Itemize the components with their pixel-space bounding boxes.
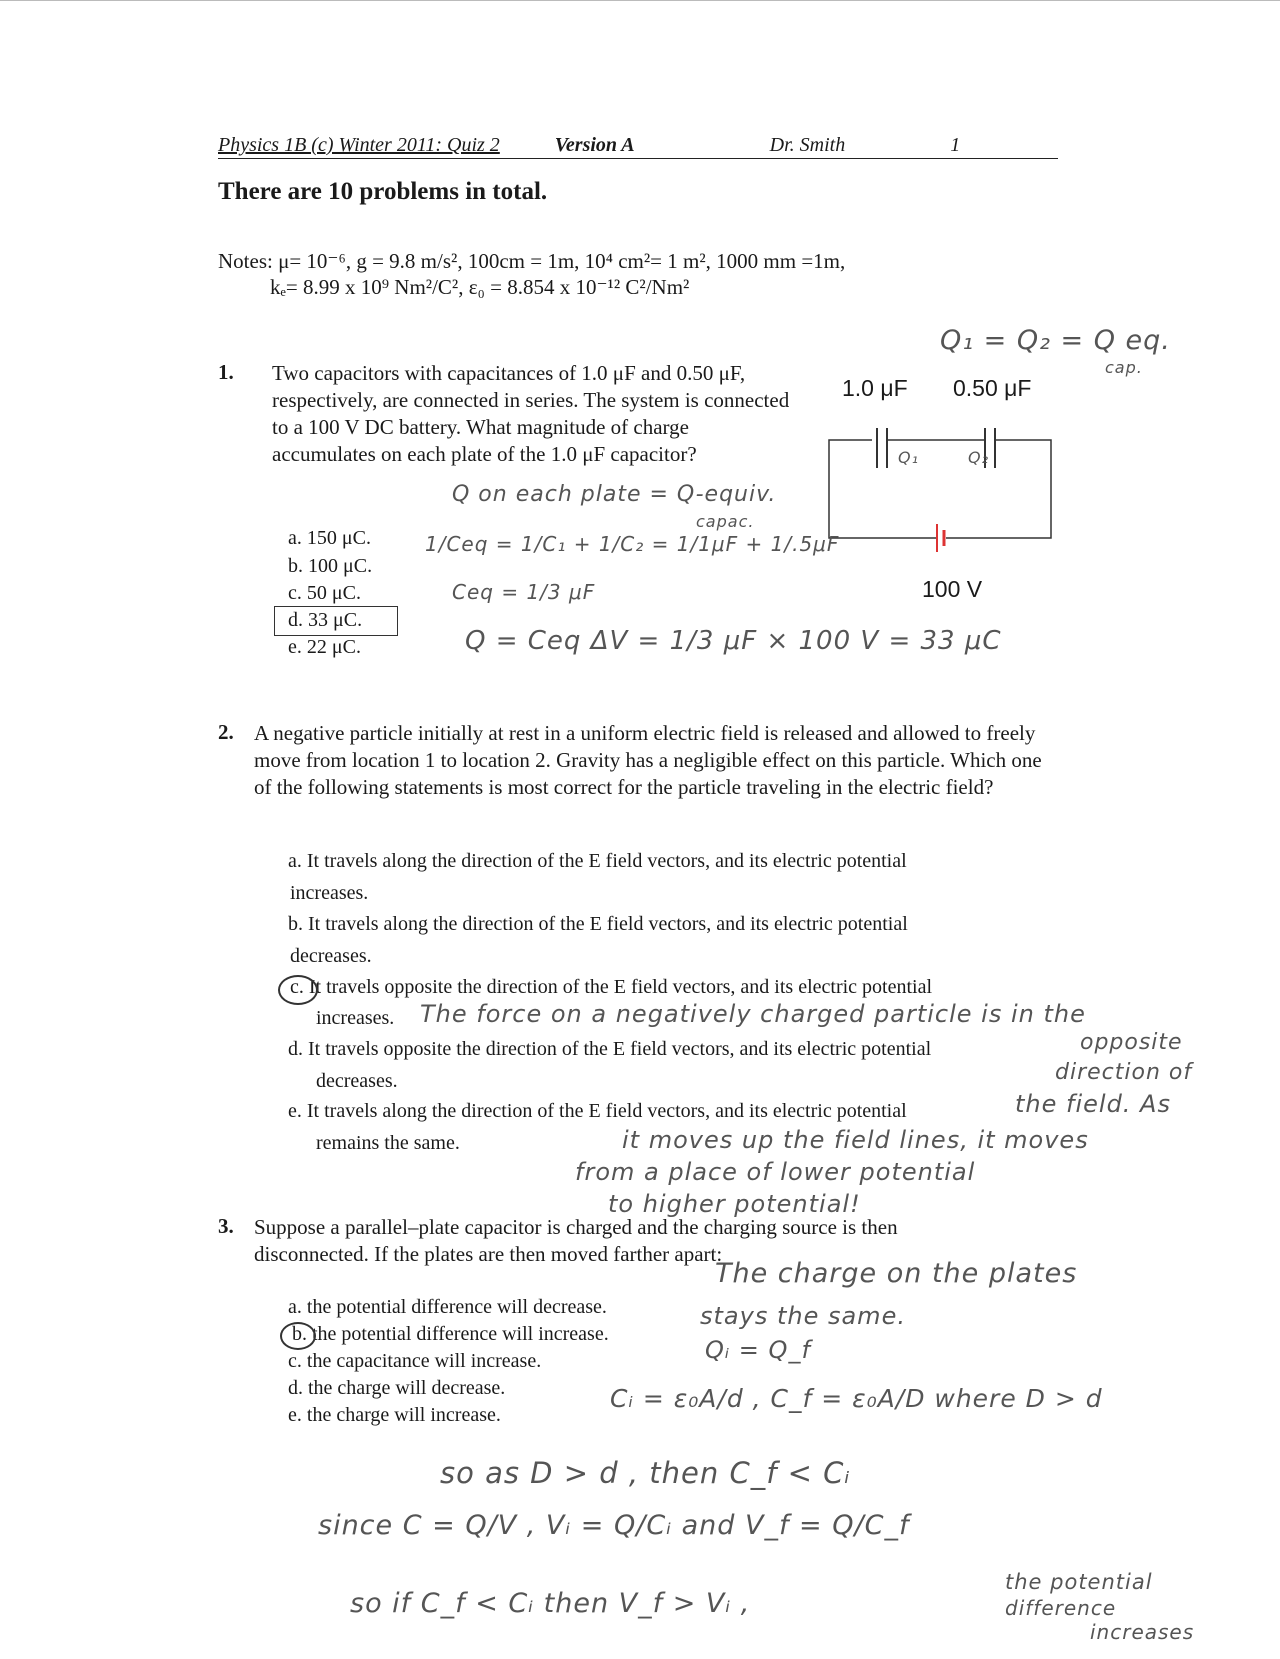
q1-hw-line3: Ceq = 1/3 μF (452, 580, 596, 604)
intro-heading: There are 10 problems in total. (218, 178, 548, 205)
q2-option-b-cont: decreases. (290, 945, 372, 967)
q1-plate-mark: Q₁ (898, 448, 920, 467)
q3-hw-line2: stays the same. (700, 1302, 906, 1330)
q2-hw-line7: to higher potential! (608, 1190, 861, 1218)
q2-option-c: c. It travels opposite the direction of the E field vectors, and its electric potential (290, 976, 933, 998)
q2-option-a-cont: increases. (290, 882, 369, 904)
q2-number: 2. (218, 720, 234, 744)
q2-hw-line5: it moves up the field lines, it moves (622, 1126, 1089, 1154)
q1-option-e: e. 22 μC. (288, 636, 361, 658)
q2-hw-line3: direction of (1055, 1060, 1193, 1085)
q1-option-b: b. 100 μC. (288, 555, 373, 577)
q2-option-a: a. It travels along the direction of the E field vectors, and its electric potential (288, 850, 907, 872)
header-rule (218, 158, 1058, 159)
quiz-header (218, 134, 960, 157)
q3-hw-line4: Cᵢ = ε₀A/d , C_f = ε₀A/D where D > d (610, 1384, 1103, 1413)
q3-number: 3. (218, 1214, 234, 1238)
q3-option-b: b. the potential difference will increase. (292, 1323, 609, 1345)
q3-hw-line3: Qᵢ = Q_f (705, 1336, 811, 1364)
page-number: 1 (950, 134, 961, 156)
notes-block (218, 249, 845, 274)
notes-line2: kₑ= 8.99 x 10⁹ Nm²/C², ε₀ = 8.854 x 10⁻¹² C²/Nm² (270, 275, 690, 299)
q2-option-d-cont: decreases. (316, 1070, 398, 1092)
version-label: Version A (554, 134, 635, 156)
q1-hw-line2: 1/Ceq = 1/C₁ + 1/C₂ = 1/1μF + 1/.5μF (425, 532, 840, 556)
series-capacitor-circuit (820, 370, 1060, 610)
q2-option-e-cont: remains the same. (316, 1132, 460, 1154)
q3-option-a: a. the potential difference will decrease. (288, 1296, 607, 1318)
q1-option-c: c. 50 μC. (288, 582, 361, 604)
q3-answer-circle (280, 1322, 316, 1350)
q3-hw-line6: since C = Q/V , Vᵢ = Q/Cᵢ and V_f = Q/C_f (318, 1510, 910, 1541)
q3-hw-line9: difference (1005, 1596, 1117, 1620)
q3-hw-line10: increases (1090, 1620, 1195, 1644)
q2-hw-line2: opposite (1080, 1030, 1183, 1055)
q3-hw-line7: so if C_f < Cᵢ then V_f > Vᵢ , (350, 1588, 751, 1619)
course-title: Physics 1B (c) Winter 2011: Quiz 2 (218, 134, 500, 156)
instructor-name: Dr. Smith (769, 134, 846, 156)
q3-option-e: e. the charge will increase. (288, 1404, 501, 1426)
q2-option-e: e. It travels along the direction of the E field vectors, and its electric potential (288, 1100, 907, 1122)
q2-option-c-cont: increases. (316, 1007, 395, 1029)
notes-label: Notes: (218, 249, 273, 273)
q2-hw-line4: the field. As (1015, 1090, 1171, 1118)
q1-hw-line1: Q on each plate = Q-equiv. (452, 482, 777, 507)
q2-plate-mark: Q₂ (968, 448, 990, 467)
c1-label: 1.0 μF (842, 375, 908, 401)
q3-option-c: c. the capacitance will increase. (288, 1350, 542, 1372)
q3-hw-line8: the potential (1005, 1570, 1153, 1594)
q1-option-a: a. 150 μC. (288, 527, 371, 549)
q3-option-d: d. the charge will decrease. (288, 1377, 506, 1399)
q1-text: Two capacitors with capacitances of 1.0 μF and 0.50 μF, respectively, are connected in series. The system is connected to a 100 V DC battery. What magnitude of charge accumulates on each plate of the 1.0 μF capacitor? (272, 361, 790, 466)
q2-text: A negative particle initially at rest in a uniform electric field is released and allowed to freely move from location 1 to location 2. Gravity has a negligible effect on this particle. Which one of the following statements is most correct for the particle traveling in the electric field? (254, 721, 1042, 799)
q2-option-b: b. It travels along the direction of the E field vectors, and its electric potential (288, 913, 908, 935)
battery-label: 100 V (922, 576, 983, 602)
q1-answer-box (274, 606, 398, 636)
q1-option-d: d. 33 μC. (288, 609, 363, 631)
q1-number: 1. (218, 360, 234, 384)
q2-hw-line1: The force on a negatively charged particle is in the (420, 1000, 1086, 1028)
q3-hw-line1: The charge on the plates (715, 1258, 1078, 1289)
q1-hw-line4: Q = Ceq ΔV = 1/3 μF × 100 V = 33 μC (465, 626, 1002, 656)
q3-hw-line5: so as D > d , then C_f < Cᵢ (440, 1456, 851, 1490)
top-edge-line (0, 0, 1280, 1)
q2-hw-line6: from a place of lower potential (575, 1158, 976, 1186)
q1-hw-line1b: capac. (696, 512, 755, 531)
notes-line1: μ= 10⁻⁶, g = 9.8 m/s², 100cm = 1m, 10⁴ cm²= 1 m², 1000 mm =1m, (278, 249, 846, 273)
q2-answer-circle (278, 975, 318, 1005)
c2-label: 0.50 μF (953, 375, 1032, 401)
q1-hw-top: Q₁ = Q₂ = Q eq. (940, 325, 1171, 356)
q2-option-d: d. It travels opposite the direction of the E field vectors, and its electric potential (288, 1038, 932, 1060)
q1-hw-top2: cap. (1105, 358, 1143, 377)
q3-text: Suppose a parallel–plate capacitor is charged and the charging source is then disconnected. If the plates are then moved farther apart: (254, 1215, 898, 1266)
